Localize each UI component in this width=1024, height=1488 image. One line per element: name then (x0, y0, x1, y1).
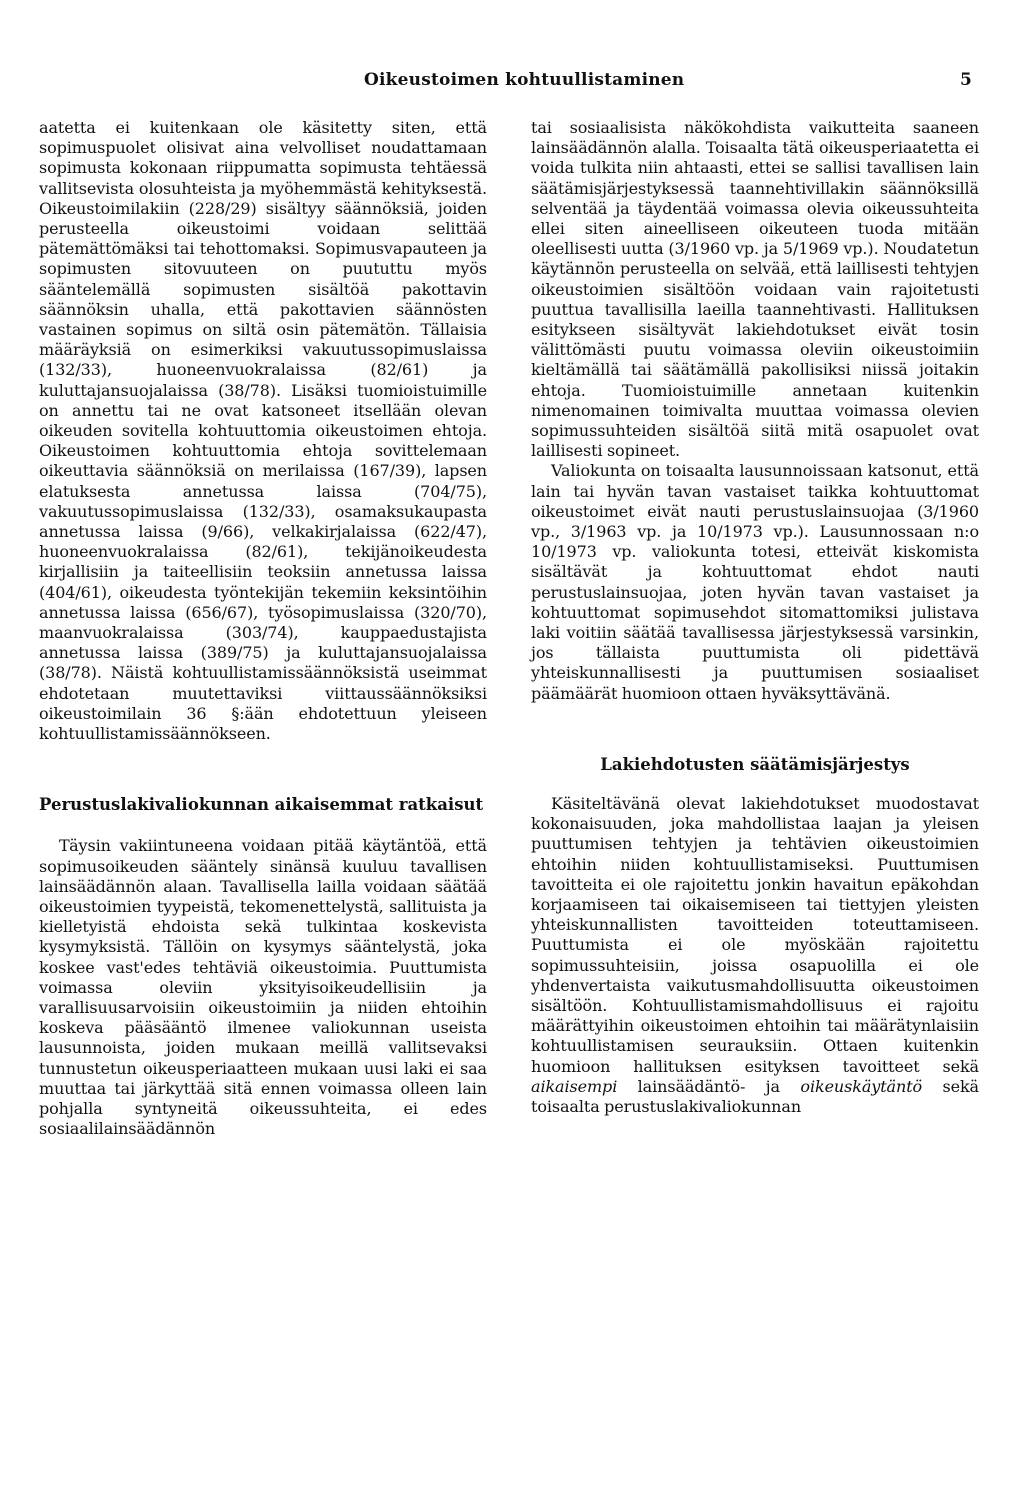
section-heading-saatamisjarjestys: Lakiehdotusten säätämisjärjestys (600, 754, 910, 774)
section-heading-perustuslakivaliokunta: Perustuslakivaliokunnan aikaisemmat ratkaisut (39, 795, 484, 815)
right-column (531, 118, 979, 1117)
right-paragraph-2: Valiokunta on toisaalta lausunnoissaan katsonut, että lain tai hyvän tavan vastaiset taikka kohtuuttomat oikeustoimet eivät nauti perustuslainsuojaa (3/1960 vp., 3/1963 vp. ja 10/1973 vp.). Lausunnossaan n:o 10/1973 vp. valiokunta totesi, etteivät kiskomista sisältävät ja kohtuuttomat ehdot nauti perustuslainsuojaa, joten hyvän tavan vastaiset ja kohtuuttomat sopimusehdot sitomattomiksi julistava laki voitiin säätää tavallisessa järjestyksessä varsinkin, jos tällaista puuttumista oli pidettävä yhteiskunnallisesti ja puuttumisen sosiaaliset päämäärät huomioon ottaen hyväksyttävänä. (531, 461, 979, 703)
page-number: 5 (960, 70, 973, 90)
right-paragraph-3-part1: Käsiteltävänä olevat lakiehdotukset muodostavat kokonaisuuden, joka mahdollistaa laajan ja yleisen puuttumisen tehtyjen ja tehtävien oikeustoimien ehtoihin niiden kohtuullistamiseksi. Puuttumisen tavoitteita ei ole rajoitettu jonkin havaitun epäkohdan korjaamiseen tai oikaisemiseen tai tiettyjen yleisten yhteiskunnallisten tavoitteiden toteuttamiseen. Puuttumista ei ole myöskään rajoitettu sopimussuhteisiin, joissa osapuolilla ei ole yhdenvertaista vaikutusmahdollisuutta oikeustoimen sisältöön. Kohtuullistamismahdollisuus ei rajoitu määrättyihin oikeustoimen ehtoihin tai määrätynlaisiin kohtuullistamisen seurauksiin. Ottaen kuitenkin huomioon hallituksen esityksen tavoitteet sekä (531, 793, 979, 1076)
running-title: Oikeustoimen kohtuullistaminen (364, 70, 685, 90)
italic-oikeuskaytanto: oikeuskäytäntö (800, 1076, 923, 1096)
right-paragraph-3-part3: sekä toisaalta perustuslakivaliokunnan (531, 1076, 979, 1116)
italic-aikaisempi: aikaisempi (531, 1076, 618, 1096)
right-paragraph-3-part2: lainsäädäntö- ja (637, 1076, 780, 1096)
left-paragraph-1: aatetta ei kuitenkaan ole käsitetty siten, että sopimuspuolet olisivat aina velvolliset noudattamaan sopimusta kokonaan riippumatta sopimusta tehtäessä vallitsevista olosuhteista ja myöhemmästä kehityksestä. Oikeustoimilakiin (228/29) sisältyy säännöksiä, joiden perusteella oikeustoimi voidaan selittää pätemättömäksi tai tehottomaksi. Sopimusvapauteen ja sopimusten sitovuuteen on puututtu myös sääntelemällä sopimusten sisältöä pakottavin säännöksin uhalla, että pakottavien säännösten vastainen sopimus on siltä osin pätemätön. Tällaisia määräyksiä on esimerkiksi vakuutussopimuslaissa (132/33), huoneenvuokralaissa (82/61) ja kuluttajansuojalaissa (38/78). Lisäksi tuomioistuimille on annettu tai ne ovat katsoneet itsellään olevan oikeuden sovitella kohtuuttomia oikeustoimen ehtoja. Oikeustoimen kohtuuttomia ehtoja sovittelemaan oikeuttavia säännöksiä on merilaissa (167/39), lapsen elatuksesta annetussa laissa (704/75), vakuutussopimuslaissa (132/33), osamaksukaupasta annetussa laissa (9/66), velkakirjalaissa (622/47), huoneenvuokralaissa (82/61), tekijänoikeudesta kirjallisiin ja taiteellisiin teoksiin annetussa laissa (404/61), oikeudesta työntekijän tekemiin keksintöihin annetussa laissa (656/67), työsopimuslaissa (320/70), maanvuokralaissa (303/74), kauppaedustajista annetussa laissa (389/75) ja kuluttajansuojalaissa (38/78). Näistä kohtuullistamissäännöksistä useimmat ehdotetaan muutettaviksi viittaussäännöksiksi oikeustoimilain 36 §:ään ehdotettuun yleiseen kohtuullistamissäännökseen. (39, 118, 487, 744)
right-paragraph-1: tai sosiaalisista näkökohdista vaikutteita saaneen lainsäädännön alalla. Toisaalta tätä oikeusperiaatetta ei voida tulkita niin ahtaasti, ettei se sallisi tavallisen lain säätämisjärjestyksessä taannehtivillakin säännöksillä selventää ja täydentää voimassa olevia oikeussuhteita ellei siten aineelliseen oikeuteen tuoda mitään oleellisesti uutta (3/1960 vp. ja 5/1969 vp.). Noudatetun käytännön perusteella on selvää, että laillisesti tehtyjen oikeustoimien sisältöön voidaan vain rajoitetusti puuttua tavallisilla laeilla taannehtivasti. Hallituksen esitykseen sisältyvät lakiehdotukset eivät tosin välittömästi puutu voimassa oleviin oikeustoimiin kieltämällä tai säätämällä pakollisiksi niissä joitakin ehtoja. Tuomioistuimille annetaan kuitenkin nimenomainen toimivalta muuttaa voimassa olevien sopimussuhteiden sisältöä siitä mitä osapuolet ovat laillisesti sopineet. (531, 118, 979, 461)
right-paragraph-3 (531, 794, 979, 1117)
left-column (39, 118, 487, 1139)
left-paragraph-2: Täysin vakiintuneena voidaan pitää käytäntöä, että sopimusoikeuden sääntely sinänsä kuuluu tavallisen lainsäädännön alaan. Tavallisella lailla voidaan säätää oikeustoimien tyypeistä, tekomenettelystä, sallituista ja kielletyistä ehdoista sekä tulkintaa koskevista kysymyksistä. Tällöin on kysymys sääntelystä, joka koskee vast'edes tehtäviä oikeustoimia. Puuttumista voimassa oleviin yksityisoikeudellisiin ja varallisuusarvoisiin oikeustoimiin ja niiden ehtoihin koskeva pääsääntö ilmenee valiokunnan useista lausunnoista, joiden mukaan meillä vallitsevaksi tunnustetun oikeusperiaatteen mukaan uusi laki ei saa muuttaa tai järkyttää sitä ennen voimassa olleen lain pohjalla syntyneitä oikeussuhteita, ei edes sosiaalilainsäädännön (39, 836, 487, 1139)
